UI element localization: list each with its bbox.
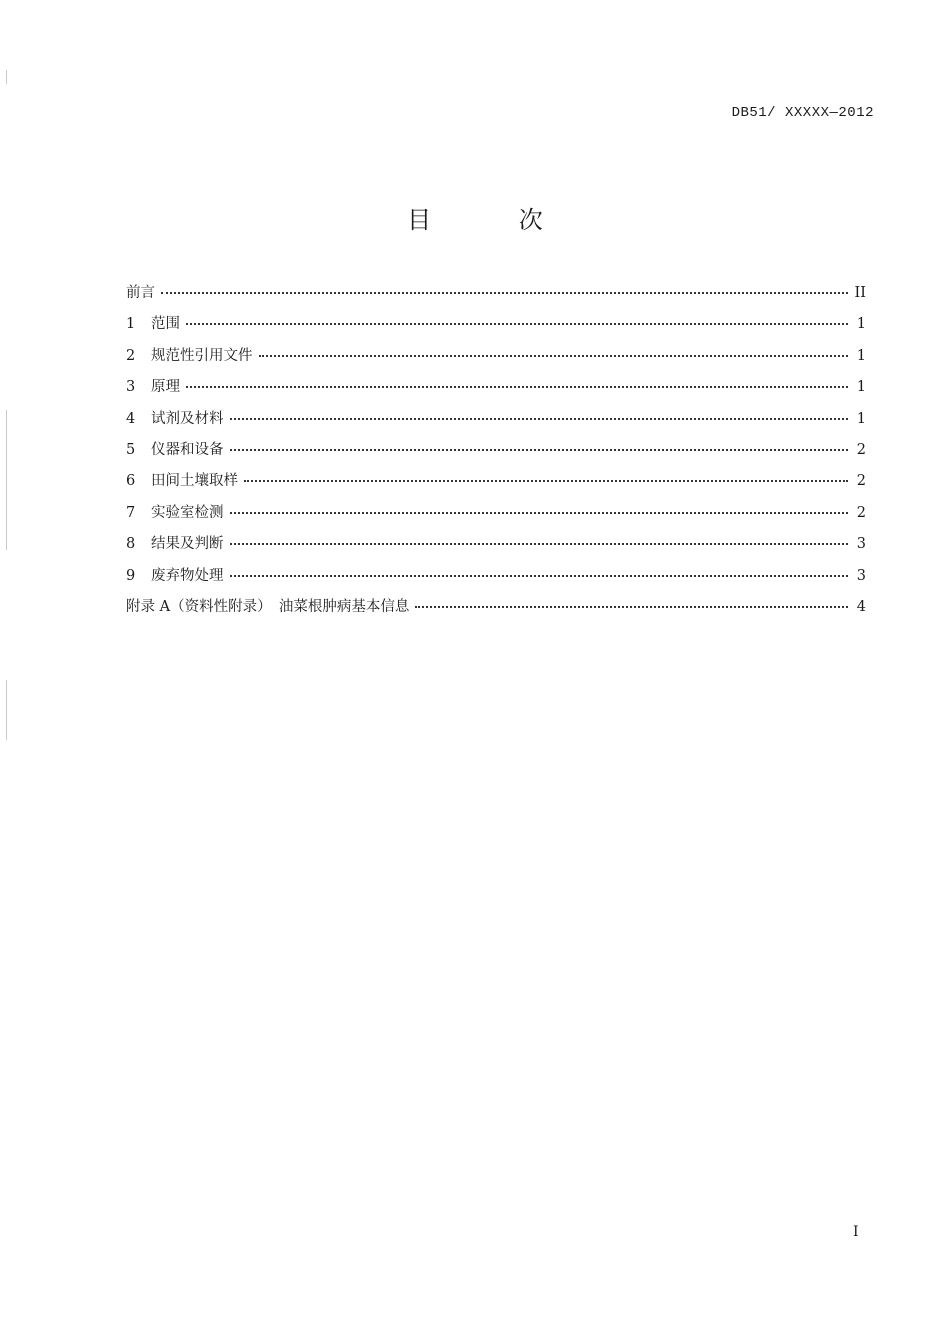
scan-edge-mark-1: [6, 70, 7, 84]
toc-entry-number: 7: [126, 504, 136, 521]
toc-entry-label: 试剂及材料: [151, 410, 224, 427]
toc-entry-7[interactable]: [126, 501, 866, 532]
toc-entry-label: 附录 A（资料性附录） 油菜根肿病基本信息: [126, 598, 410, 615]
toc-entry-label: 结果及判断: [151, 536, 224, 553]
toc-entry-3[interactable]: [126, 375, 866, 406]
toc-title: 目 次: [407, 206, 583, 234]
toc-entry-1[interactable]: [126, 312, 866, 343]
toc-leader-dots: [244, 479, 848, 482]
toc-entry-number: 4: [126, 410, 136, 427]
toc-entry-appendix-a[interactable]: [126, 595, 866, 626]
toc-entry-8[interactable]: [126, 532, 866, 563]
toc-entry-number: 8: [126, 536, 136, 553]
toc-leader-dots: [230, 448, 849, 451]
scan-edge-mark-2: [6, 410, 7, 550]
document-code: DB51/ XXXXX—2012: [731, 105, 874, 121]
scan-edge-mark-3: [6, 680, 7, 740]
toc-entry-page: 3: [856, 536, 866, 553]
toc-entry-label: 规范性引用文件: [151, 347, 253, 364]
toc-entry-number: 9: [126, 567, 136, 584]
toc-entry-page: 1: [856, 316, 866, 333]
toc-entry-number: 6: [126, 473, 136, 490]
toc-leader-dots: [230, 511, 849, 514]
toc-list: [126, 281, 866, 626]
toc-entry-number: 2: [126, 347, 136, 364]
toc-entry-page: 3: [856, 567, 866, 584]
toc-entry-page: 1: [856, 379, 866, 396]
toc-leader-dots: [230, 574, 849, 577]
toc-entry-number: 3: [126, 379, 136, 396]
toc-entry-page: 2: [856, 504, 866, 521]
toc-entry-number: 1: [126, 316, 136, 333]
toc-entry-label: 原理: [151, 379, 180, 396]
toc-leader-dots: [230, 542, 849, 545]
toc-entry-9[interactable]: [126, 564, 866, 595]
toc-entry-preface[interactable]: [126, 281, 866, 312]
toc-entry-label: 废弃物处理: [151, 567, 224, 584]
toc-entry-5[interactable]: [126, 438, 866, 469]
toc-entry-page: II: [854, 285, 866, 301]
toc-entry-page: 2: [856, 473, 866, 490]
toc-entry-page: 4: [856, 598, 866, 615]
toc-entry-label: 前言: [126, 285, 155, 301]
toc-entry-label: 仪器和设备: [151, 441, 224, 458]
toc-leader-dots: [230, 417, 849, 420]
toc-leader-dots: [161, 291, 848, 294]
toc-entry-page: 2: [856, 441, 866, 458]
toc-entry-label: 范围: [151, 316, 180, 333]
toc-entry-4[interactable]: [126, 407, 866, 438]
toc-entry-2[interactable]: [126, 344, 866, 375]
toc-entry-page: 1: [856, 347, 866, 364]
toc-leader-dots: [186, 322, 848, 325]
toc-leader-dots: [415, 605, 848, 608]
toc-leader-dots: [259, 354, 849, 357]
toc-leader-dots: [186, 385, 848, 388]
toc-entry-number: 5: [126, 441, 136, 458]
toc-entry-6[interactable]: [126, 469, 866, 500]
toc-entry-label: 田间土壤取样: [151, 473, 238, 490]
page-number: I: [853, 1224, 859, 1240]
toc-entry-label: 实验室检测: [151, 504, 224, 521]
toc-entry-page: 1: [856, 410, 866, 427]
